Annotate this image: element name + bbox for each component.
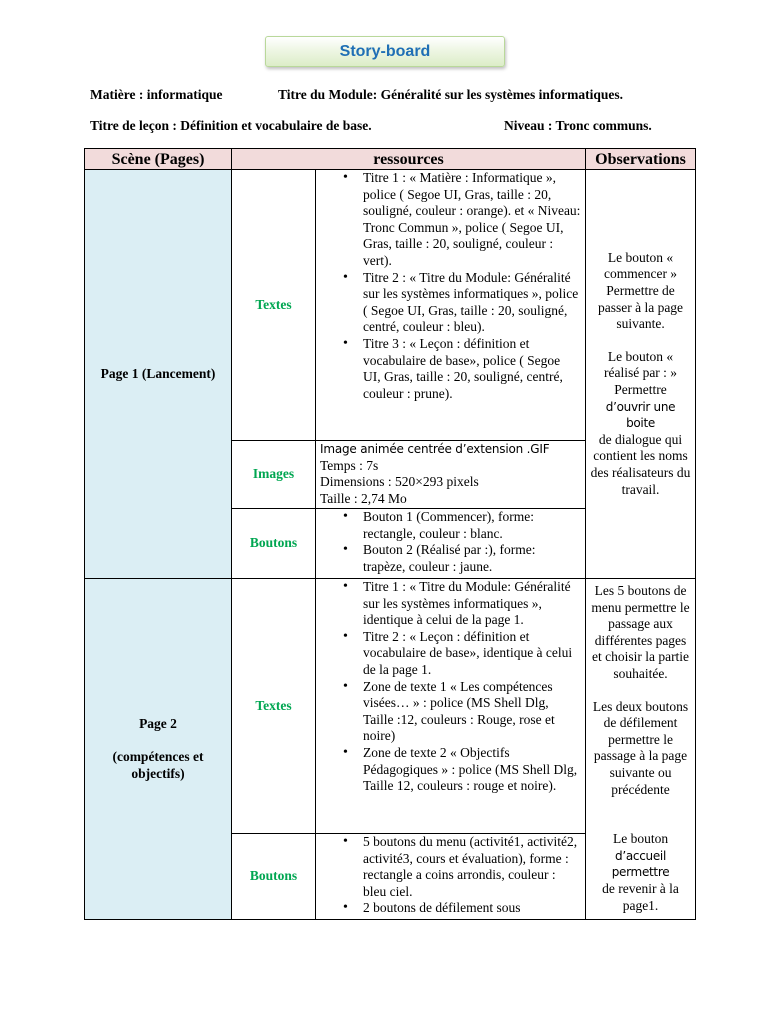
list-item: • Zone de texte 1 « Les compétences visées… » : police (MS Shell Dlg, Taille :12, couleurs : Rouge, rose et noire) (316, 679, 581, 745)
resources-textes-page2 (316, 579, 586, 834)
table-row (85, 579, 696, 834)
col-observations-header: Observations (586, 149, 696, 170)
table-header-row (85, 149, 696, 170)
col-scene-header: Scène (Pages) (85, 149, 232, 170)
resources-images-page1 (316, 441, 586, 509)
category-boutons: Boutons (232, 834, 316, 920)
list-item: • Bouton 2 (Réalisé par :), forme: trapèze, couleur : jaune. (316, 542, 581, 575)
list-item: • Titre 1 : « Matière : Informatique », police ( Segoe UI, Gras, taille : 20, souligné, couleur : orange). et « Niveau: Tronc Commun », police ( Segoe UI, Gras, taille : 20, souligné, couleur : vert). (316, 170, 581, 270)
category-boutons: Boutons (232, 509, 316, 579)
module-label: Titre du Module: Généralité sur les systèmes informatiques. (278, 87, 623, 102)
storyboard-title: Story-board (339, 42, 431, 60)
obs-paragraph: Les 5 boutons de menu permettre le passage aux différentes pages et choisir la partie souhaitée. (591, 583, 690, 681)
list-item: • Titre 2 : « Leçon : définition et vocabulaire de base», identique à celui de la page 1. (316, 629, 581, 679)
list-item: • Titre 3 : « Leçon : définition et vocabulaire de base», police ( Segoe UI, Gras, taille : 20, souligné, centré, couleur : prune). (316, 336, 581, 402)
matiere-label: Matière : informatique (90, 87, 223, 102)
image-size: Taille : 2,74 Mo (320, 490, 407, 506)
niveau-label: Niveau : Tronc communs. (504, 118, 652, 133)
category-images: Images (232, 441, 316, 509)
resources-boutons-page1 (316, 509, 586, 579)
table-row (85, 170, 696, 441)
list-item: • Bouton 1 (Commencer), forme: rectangle, couleur : blanc. (316, 509, 581, 542)
storyboard-title-box (265, 36, 505, 67)
category-textes: Textes (232, 579, 316, 834)
obs-paragraph: Les deux boutons de défilement permettre le passage à la page suivante ou précédente (592, 698, 689, 797)
list-item: • 2 boutons de défilement sous (316, 900, 581, 917)
obs-paragraph: Le bouton d’accueil permettre de revenir à la page1. (602, 831, 679, 913)
image-dimensions: Dimensions : 520×293 pixels (320, 474, 479, 490)
list-item: • Zone de texte 2 « Objectifs Pédagogiques » : police (MS Shell Dlg, Taille 12, couleurs : rouge et noire). (316, 745, 581, 795)
image-description: Image animée centrée d’extension .GIF (320, 442, 550, 456)
resources-textes-page1 (316, 170, 586, 441)
observations-page2 (586, 579, 696, 920)
storyboard-table (84, 148, 696, 920)
image-duration: Temps : 7s (320, 457, 379, 473)
category-textes: Textes (232, 170, 316, 441)
resources-boutons-page2 (316, 834, 586, 920)
scene-page1: Page 1 (Lancement) (85, 170, 232, 579)
obs-paragraph: Le bouton « commencer » Permettre de passer à la page suivante. (597, 249, 684, 332)
list-item: • Titre 2 : « Titre du Module: Généralité sur les systèmes informatiques », police ( Segoe UI, Gras, taille : 20, souligné, centré, couleur : bleu). (316, 270, 581, 336)
list-item: • 5 boutons du menu (activité1, activité2, activité3, cours et évaluation), forme : rectangle a coins arrondis, couleur : bleu ciel. (316, 834, 581, 900)
col-ressources-header: ressources (232, 149, 586, 170)
list-item: • Titre 1 : « Titre du Module: Généralité sur les systèmes informatiques », identique à celui de la page 1. (316, 579, 581, 629)
observations-page1 (586, 170, 696, 579)
scene-page2: Page 2 (compétences et objectifs) (85, 579, 232, 920)
obs-paragraph: Le bouton « réalisé par : » Permettre d’ouvrir une boite de dialogue qui contient les noms des réalisateurs du travail. (590, 348, 691, 497)
lecon-label: Titre de leçon : Définition et vocabulaire de base. (90, 118, 372, 133)
